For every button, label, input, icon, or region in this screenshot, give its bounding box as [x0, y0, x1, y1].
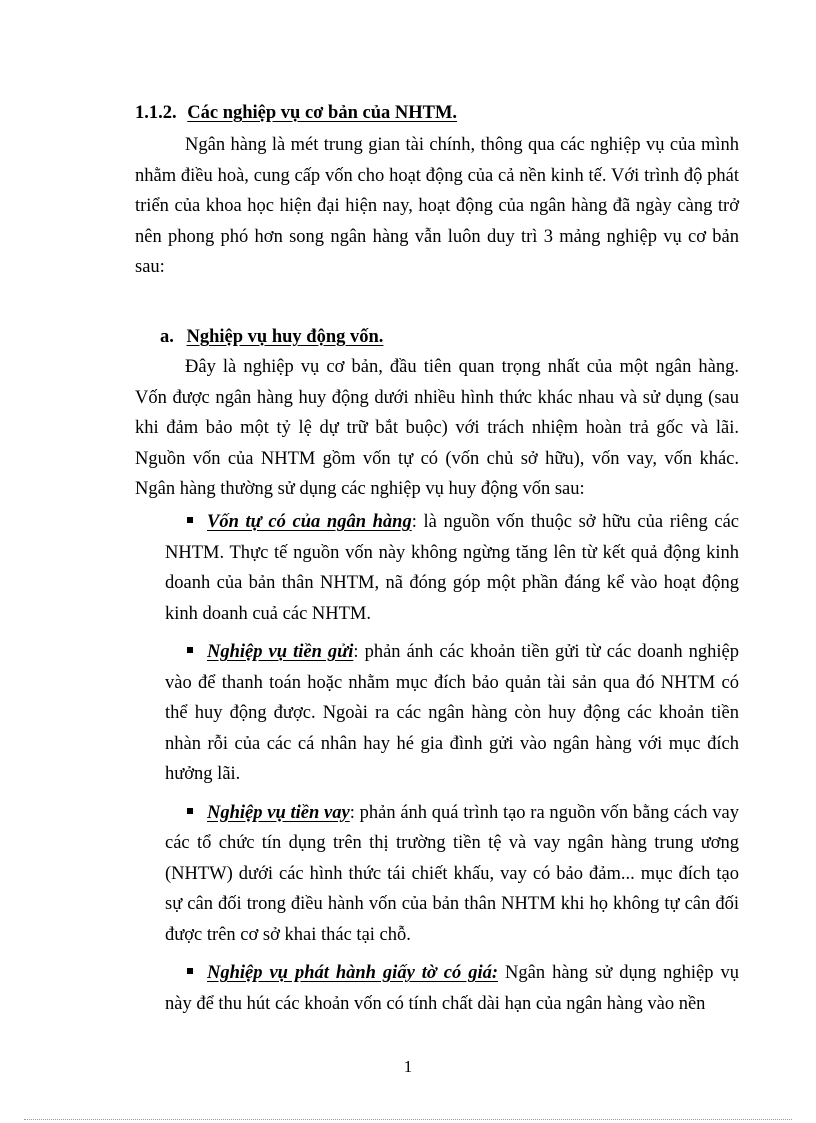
square-bullet-icon	[187, 968, 193, 974]
list-item	[165, 637, 739, 790]
bullet-term: Nghiệp vụ tiền gửi	[207, 642, 354, 662]
subsection-paragraph-block	[135, 352, 739, 505]
bullet-list	[165, 507, 739, 1027]
square-bullet-icon	[187, 647, 193, 653]
square-bullet-icon	[187, 808, 193, 814]
page-number: 1	[403, 1057, 413, 1076]
subsection-marker: a.	[160, 327, 174, 347]
bullet-term: Nghiệp vụ tiền vay	[207, 802, 350, 823]
section-number: 1.1.2.	[135, 103, 177, 123]
subsection-heading	[160, 322, 383, 352]
square-bullet-icon	[187, 517, 193, 523]
bullet-term: Nghiệp vụ phát hành giấy tờ có giá:	[207, 963, 499, 983]
bullet-text: Ngân hàng sử dụng nghiệp vụ này để thu hút các khoản vốn có tính chất dài hạn của ngân hàng vào nền	[165, 963, 739, 1014]
section-title: Các nghiệp vụ cơ bản của NHTM.	[187, 103, 458, 123]
bullet-term: Vốn tự có của ngân hàng	[207, 512, 412, 532]
bullet-text: : phản ánh quá trình tạo ra nguồn vốn bằng cách vay các tổ chức tín dụng trên thị trường tiền tệ và vay ngân hàng trung ương (NHTW) dưới các hình thức tái chiết khấu, vay có bảo đảm... mục đích tạo sự cân đối trong điều hành vốn của bản thân NHTM khi họ không tự cân đối được trên cơ sở khai thác tại chỗ.	[165, 802, 739, 945]
list-item	[165, 958, 739, 1019]
subsection-paragraph: Đây là nghiệp vụ cơ bản, đầu tiên quan trọng nhất của một ngân hàng. Vốn được ngân hàng huy động dưới nhiều hình thức khác nhau và sử dụng (sau khi đảm bảo một tỷ lệ dự trữ bắt buộc) với trách nhiệm hoàn trả gốc và lãi. Nguồn vốn của NHTM gồm vốn tự có (vốn chủ sở hữu), vốn vay, vốn khác. Ngân hàng thường sử dụng các nghiệp vụ huy động vốn sau:	[135, 357, 739, 499]
bullet-text: : là nguồn vốn thuộc sở hữu của riêng các NHTM. Thực tế nguồn vốn này không ngừng tăng lên từ kết quả động kinh doanh của bản thân NHTM, nã đóng góp một phần đáng kể vào hoạt động kinh doanh cuả các NHTM.	[165, 512, 740, 624]
bullet-text: : phản ánh các khoản tiền gửi từ các doanh nghiệp vào để thanh toán hoặc nhằm mục đích bảo quản tài sản qua đó NHTM có thể huy động được. Ngoài ra các ngân hàng còn huy động các khoản tiền nhàn rỗi của các cá nhân hay hé gia đình gửi vào ngân hàng với mục đích hưởng lãi.	[165, 642, 739, 784]
intro-paragraph-block	[135, 130, 739, 283]
intro-paragraph: Ngân hàng là mét trung gian tài chính, thông qua các nghiệp vụ của mình nhằm điều hoà, cung cấp vốn cho hoạt động của cả nền kinh tế. Với trình độ phát triển của khoa học hiện đại hiện nay, hoạt động của ngân hàng đã ngày càng trở nên phong phó hơn song ngân hàng vẫn luôn duy trì 3 mảng nghiệp vụ cơ bản sau:	[135, 135, 739, 277]
section-heading	[135, 98, 457, 128]
list-item	[165, 798, 739, 951]
subsection-title: Nghiệp vụ huy động vốn.	[186, 327, 384, 347]
list-item	[165, 507, 739, 629]
footer-divider	[24, 1119, 792, 1120]
